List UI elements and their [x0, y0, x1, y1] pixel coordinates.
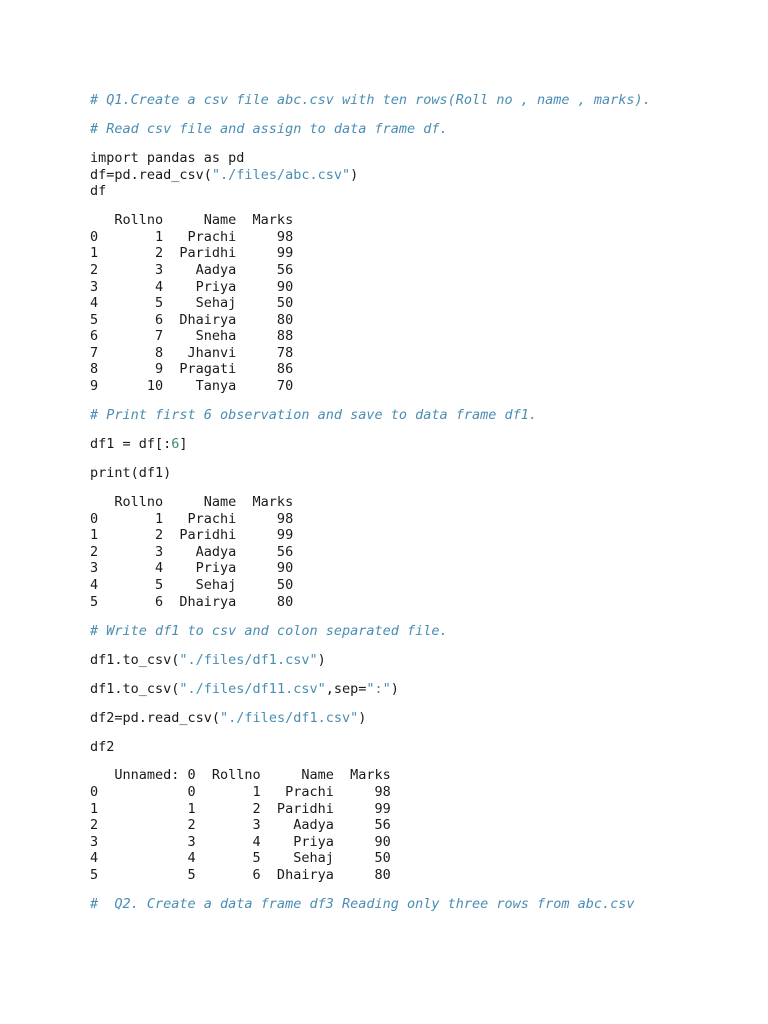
output-df-table [90, 212, 750, 395]
table-row: 4 5 Sehaj 50 [90, 576, 294, 593]
table-row: 0 1 Prachi 98 [90, 228, 294, 245]
table-row: 1 1 2 Paridhi 99 [90, 800, 391, 817]
table-row: 8 9 Pragati 86 [90, 361, 294, 378]
table-row: 9 10 Tanya 70 [90, 378, 294, 395]
table-row: Rollno Name Marks [90, 494, 294, 511]
table-row: 0 0 1 Prachi 98 [90, 784, 391, 801]
code-df: df [90, 183, 107, 200]
code-print-df1: print(df1) [90, 465, 172, 482]
table-row: 2 3 Aadya 56 [90, 543, 294, 560]
table-row: 3 4 Priya 90 [90, 560, 294, 577]
table-row: 3 3 4 Priya 90 [90, 833, 391, 850]
table-row: 2 3 Aadya 56 [90, 261, 294, 278]
table-row: 2 2 3 Aadya 56 [90, 817, 391, 834]
comment-q2: # Q2. Create a data frame df3 Reading only three rows from abc.csv [90, 896, 635, 913]
notebook-page [90, 92, 750, 913]
code-read-csv: df=pd.read_csv("./files/abc.csv") [90, 166, 359, 183]
table-row: 4 5 Sehaj 50 [90, 295, 294, 312]
code-to-csv-1: df1.to_csv("./files/df1.csv") [90, 651, 326, 668]
comment-q1: # Q1.Create a csv file abc.csv with ten rows(Roll no , name , marks). [90, 92, 651, 108]
output-df1-table [90, 494, 750, 610]
table-row: 5 5 6 Dhairya 80 [90, 867, 391, 884]
table-row: 6 7 Sneha 88 [90, 328, 294, 345]
table-row: 0 1 Prachi 98 [90, 510, 294, 527]
code-cell-read [90, 150, 750, 200]
table-row: 1 2 Paridhi 99 [90, 527, 294, 544]
code-read-df2: df2=pd.read_csv("./files/df1.csv") [90, 709, 367, 726]
table-row: Rollno Name Marks [90, 212, 294, 229]
comment-write: # Write df1 to csv and colon separated file. [90, 622, 448, 639]
code-import: import pandas as pd [90, 149, 245, 166]
table-row: 5 6 Dhairya 80 [90, 311, 294, 328]
comment-first6: # Print first 6 observation and save to data frame df1. [90, 407, 538, 424]
table-row: 5 6 Dhairya 80 [90, 593, 294, 610]
output-df2-table [90, 767, 750, 883]
table-row: 1 2 Paridhi 99 [90, 245, 294, 262]
code-df1-slice: df1 = df[:6] [90, 436, 188, 453]
table-row: 7 8 Jhanvi 78 [90, 344, 294, 361]
table-row: 4 4 5 Sehaj 50 [90, 850, 391, 867]
table-row: Unnamed: 0 Rollno Name Marks [90, 767, 391, 784]
comment-read-csv: # Read csv file and assign to data frame df. [90, 120, 448, 137]
code-to-csv-2: df1.to_csv("./files/df11.csv",sep=":") [90, 680, 399, 697]
table-row: 3 4 Priya 90 [90, 278, 294, 295]
code-df2: df2 [90, 738, 115, 755]
